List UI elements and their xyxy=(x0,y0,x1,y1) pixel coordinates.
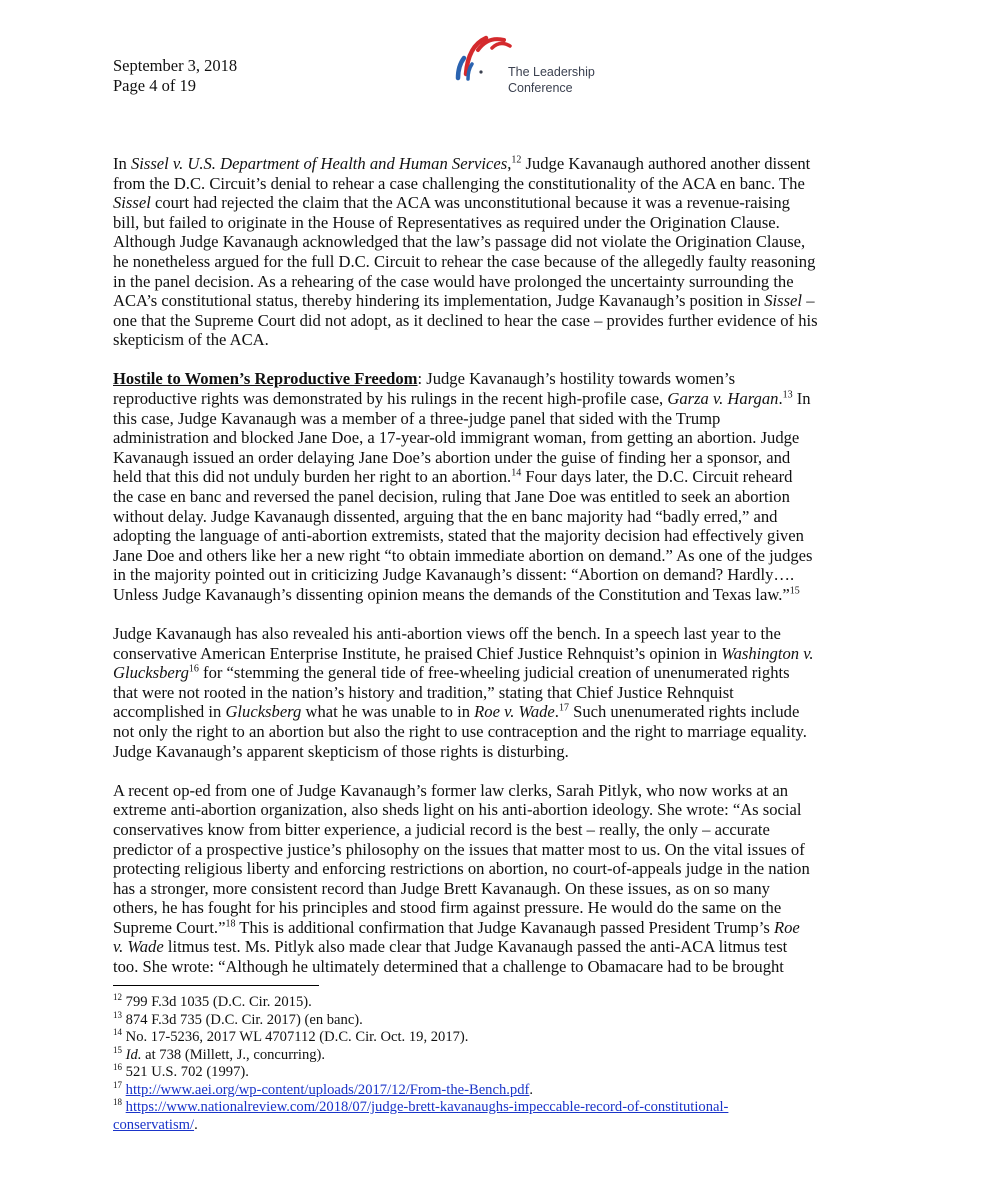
paragraph-reproductive-freedom: Hostile to Women’s Reproductive Freedom: Judge Kavanaugh’s hostility towards women’s reproductive rights was demonstrated by his rulings in the recent high-profile case, Garza v. Hargan.$^{13}$ In this case, Judge Kavanaugh was a member of a three-judge panel that sided with the Trump administration and blocked Jane Doe, a 17-year-old immigrant woman, from getting an abortion. Judge Kavanaugh issued an order delaying Jane Doe’s abortion under the guise of finding her a sponsor, and held that this did not unduly burden her right to an abortion.$^{14}$ Four days later, the D.C. Circuit reheard the case en banc and reversed the panel decision, ruling that Jane Doe was entitled to seek an abortion without delay. Judge Kavanaugh dissented, arguing that the en banc majority had “badly erred,” and adopting the language of anti-abortion extremists, stated that the majority decision had effectively given Jane Doe and others like her a new right “to obtain immediate abortion on demand.” As one of the judges in the majority pointed out in criticizing Judge Kavanaugh’s dissent: “Abortion on demand? Hardly…. Unless Judge Kavanaugh’s dissenting opinion means the demands of the Constitution and Texas law.”$^{15}$ xyxy=(113,369,813,604)
footnote-ref: 12 xyxy=(511,154,522,166)
footnote-17: $^{17}$ http://www.aei.org/wp-content/uploads/2017/12/From-the-Bench.pdf. xyxy=(113,1079,534,1098)
paragraph-glucksberg: Judge Kavanaugh has also revealed his anti-abortion views off the bench. In a speech last year to the conservative American Enterprise Institute, he praised Chief Justice Rehnquist’s opinion in Washington v. Glucksberg$^{16}$ for “stemming the general tide of free-wheeling judicial creation of unenumerated rights that were not rooted in the nation’s history and tradition,” stating that Chief Justice Rehnquist accomplished in Glucksberg what he was unable to in Roe v. Wade.$^{17}$ Such unenumerated rights include not only the right to an abortion but also the right to use contraception and the right to marriage equality. Judge Kavanaugh’s apparent skepticism of those rights is disturbing. xyxy=(113,624,814,761)
logo-arcs-icon xyxy=(452,34,512,94)
footnotes xyxy=(113,994,873,1134)
paragraph-pitlyk: A recent op-ed from one of Judge Kavanaugh’s former law clerks, Sarah Pitlyk, who now works at an extreme anti-abortion organization, also sheds light on his anti-abortion ideology. She wrote: “As social conservatives know from bitter experience, a judicial record is the best – really, the only – accurate predictor of a prospective justice’s philosophy on the issues that matter most to us. On the vital issues of protecting religious liberty and enforcing restrictions on abortion, no court-of-appeals judge in the nation has a stronger, more consistent record than Judge Brett Kavanaugh. On these issues, as on so many others, he has fought for his principles and stood firm against pressure. He would do the same on the Supreme Court.”$^{18}$ This is additional confirmation that Judge Kavanaugh passed President Trump’s Roe v. Wade litmus test. Ms. Pitlyk also made clear that Judge Kavanaugh passed the anti-ACA litmus test too. She wrote: “Although he ultimately determined that a challenge to Obamacare had to be brought xyxy=(113,780,810,977)
footnote-13: $^{13}$ 874 F.3d 735 (D.C. Cir. 2017) (en banc). xyxy=(113,1009,363,1028)
footnote-ref: 18 xyxy=(225,918,236,930)
paragraph-sissel: In Sissel v. U.S. Department of Health and Human Services,$^{12}$ Judge Kavanaugh authored another dissent from the D.C. Circuit’s denial to rehear a case challenging the constitutionality of the ACA en banc. The Sissel court had rejected the claim that the ACA was unconstitutional because it was a revenue-raising bill, but failed to originate in the House of Representatives as required under the Origination Clause. Although Judge Kavanaugh acknowledged that the law’s passage did not violate the Origination Clause, he nonetheless argued for the full D.C. Circuit to rehear the case because of the allegedly faulty reasoning in the panel decision. As a rehearing of the case would have prolonged the uncertainty surrounding the ACA’s constitutional status, thereby hindering its implementation, Judge Kavanaugh’s position in Sissel – one that the Supreme Court did not adopt, as it declined to hear the case – provides further evidence of his skepticism of the ACA. xyxy=(113,154,818,350)
page-number: Page 4 of 19 xyxy=(113,76,196,95)
footnote-ref: 14 xyxy=(511,467,522,479)
letter-header xyxy=(113,56,237,96)
letter-date: September 3, 2018 xyxy=(113,56,238,75)
footnote-link-aei[interactable]: http://www.aei.org/wp-content/uploads/2017/12/From-the-Bench.pdf xyxy=(125,1081,530,1098)
footnote-link-national-review-cont[interactable]: conservatism/ xyxy=(113,1116,195,1133)
footnote-18-continued: conservatism/. xyxy=(113,1116,198,1133)
footnote-16: $^{16}$ 521 U.S. 702 (1997). xyxy=(113,1062,249,1080)
footnote-12: $^{12}$ 799 F.3d 1035 (D.C. Cir. 2015). xyxy=(113,992,312,1010)
footnote-ref: 17 xyxy=(558,702,569,714)
leadership-conference-logo xyxy=(452,34,612,98)
footnote-18: $^{18}$ https://www.nationalreview.com/2018/07/judge-brett-kavanaughs-impeccable-record-of-constitutional- xyxy=(113,1097,729,1115)
footnote-ref: 13 xyxy=(782,389,793,401)
logo-wordmark: The Leadership Conference xyxy=(508,65,595,95)
footnote-14: $^{14}$ No. 17-5236, 2017 WL 4707112 (D.C. Cir. Oct. 19, 2017). xyxy=(113,1027,469,1045)
letter-body xyxy=(113,154,873,996)
footnote-link-national-review[interactable]: https://www.nationalreview.com/2018/07/judge-brett-kavanaughs-impeccable-record-of-constitutional- xyxy=(125,1099,729,1115)
footnote-ref: 16 xyxy=(188,663,199,675)
footnote-ref: 15 xyxy=(789,585,800,597)
footnote-15: $^{15}$ Id. at 738 (Millett, J., concurring). xyxy=(113,1044,326,1063)
footnote-divider xyxy=(113,985,319,986)
section-heading: Hostile to Women’s Reproductive Freedom xyxy=(113,369,418,389)
case-name: Sissel v. U.S. Department of Health and Human Services xyxy=(130,154,508,173)
